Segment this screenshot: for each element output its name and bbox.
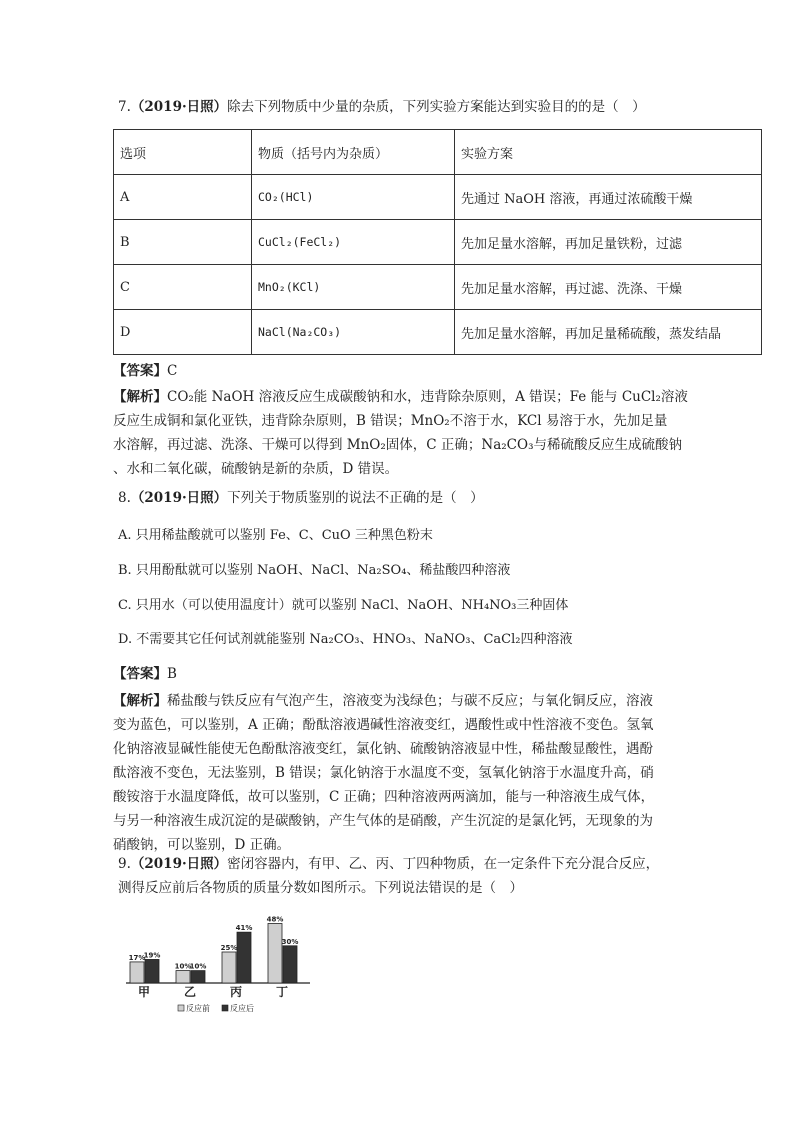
table-cell-substance: NaCl(Na₂CO₃) — [252, 310, 455, 355]
legend-label: 反应前 — [186, 1004, 210, 1013]
analysis-line: 与另一种溶液生成沉淀的是碳酸钠，产生气体的是硝酸，产生沉淀的是氯化钙，无现象的为 — [113, 813, 653, 829]
q7-analysis — [113, 385, 688, 481]
bar-after — [237, 932, 251, 983]
table-cell-option: B — [114, 220, 252, 265]
q8-option-d: D. 不需要其它任何试剂就能鉴别 Na₂CO₃、HNO₃、NaNO₃、CaCl₂四种溶液 — [118, 632, 573, 647]
table-row — [114, 265, 762, 310]
data-label: 19% — [143, 951, 161, 960]
table-cell-option: C — [114, 265, 252, 310]
q7-answer — [113, 359, 177, 379]
table-cell-method: 先加足量水溶解，再过滤、洗涤、干燥 — [455, 265, 762, 310]
q9-stem — [118, 852, 688, 900]
bar-before — [130, 962, 144, 983]
data-label: 10% — [189, 962, 207, 971]
category-label: 乙 — [183, 985, 197, 999]
analysis-line: 水溶解，再过滤、洗涤、干燥可以得到 MnO₂固体，C 正确；Na₂CO₃与稀硫酸反应生成硫酸钠 — [113, 437, 682, 453]
q8-option-b: B. 只用酚酞就可以鉴别 NaOH、NaCl、Na₂SO₄、稀盐酸四种溶液 — [118, 563, 511, 578]
q9-line: 测得反应前后各物质的质量分数如图所示。下列说法错误的是（ ） — [118, 880, 523, 896]
data-label: 30% — [281, 937, 299, 946]
analysis-line: 硝酸钠，可以鉴别，D 正确。 — [113, 837, 291, 853]
q9-line — [118, 852, 688, 876]
table-row — [114, 220, 762, 265]
table-row — [114, 310, 762, 355]
table-header-row — [114, 130, 762, 175]
legend-swatch — [222, 1005, 228, 1011]
legend-label: 反应后 — [230, 1004, 254, 1013]
analysis-text: 稀盐酸与铁反应有气泡产生，溶液变为浅绿色；与碳不反应；与氧化铜反应，溶液 — [167, 693, 653, 709]
answer-label: 【答案】 — [113, 666, 167, 682]
q8-number: 8. — [118, 490, 131, 506]
q7-source: （2019·日照） — [130, 99, 228, 115]
q8-source: （2019·日照） — [130, 490, 228, 506]
table-cell-option: A — [114, 175, 252, 220]
table-cell-method: 先通过 NaOH 溶液，再通过浓硫酸干燥 — [455, 175, 762, 220]
q8-stem — [118, 490, 484, 506]
q9-source: （2019·日照） — [130, 856, 228, 872]
q8-text: 下列关于物质鉴别的说法不正确的是（ ） — [227, 490, 484, 506]
table-cell-substance: CO₂(HCl) — [252, 175, 455, 220]
analysis-label: 【解析】 — [113, 389, 167, 405]
table-row — [114, 175, 762, 220]
q9-number: 9. — [118, 856, 131, 872]
answer-value: B — [167, 666, 177, 682]
analysis-line — [113, 385, 688, 409]
q8-answer — [113, 662, 177, 682]
table-header-cell: 物质（括号内为杂质） — [252, 130, 455, 175]
analysis-text: CO₂能 NaOH 溶液反应生成碳酸钠和水，违背除杂原则，A 错误；Fe 能与 CuCl₂溶液 — [167, 389, 688, 405]
analysis-line — [113, 689, 683, 713]
bar-after — [283, 946, 297, 983]
data-label: 17% — [128, 953, 146, 962]
data-label: 10% — [174, 962, 192, 971]
q7-text: 除去下列物质中少量的杂质，下列实验方案能达到实验目的的是（ ） — [227, 99, 646, 115]
answer-label: 【答案】 — [113, 363, 167, 379]
bar-after — [191, 971, 205, 983]
analysis-line: 酞溶液不变色，无法鉴别，B 错误；氯化钠溶于水温度不变，氢氧化钠溶于水温度升高，硝 — [113, 765, 654, 781]
data-label: 41% — [235, 924, 253, 933]
table-cell-option: D — [114, 310, 252, 355]
q8-option-a: A. 只用稀盐酸就可以鉴别 Fe、C、CuO 三种黑色粉末 — [118, 528, 433, 543]
mass-fraction-bar-chart — [118, 905, 318, 1020]
table-cell-substance: MnO₂(KCl) — [252, 265, 455, 310]
analysis-line: 变为蓝色，可以鉴别，A 正确；酚酞溶液遇碱性溶液变红，遇酸性或中性溶液不变色。氢氧 — [113, 717, 654, 733]
q7-options-table — [113, 129, 762, 355]
bar-before — [176, 971, 190, 983]
analysis-line: 、水和二氧化碳，硫酸钠是新的杂质，D 错误。 — [113, 461, 399, 477]
q9-text: 密闭容器内，有甲、乙、丙、丁四种物质，在一定条件下充分混合反应， — [227, 856, 660, 872]
data-label: 25% — [220, 944, 238, 952]
analysis-line: 化钠溶液显碱性能使无色酚酞溶液变红，氯化钠、硫酸钠溶液显中性，稀盐酸显酸性，遇酚 — [113, 741, 653, 757]
category-label: 甲 — [137, 985, 151, 999]
category-label: 丙 — [229, 985, 243, 999]
analysis-label: 【解析】 — [113, 693, 167, 709]
q8-analysis — [113, 689, 683, 857]
q7-number: 7. — [118, 99, 131, 115]
table-header-cell: 选项 — [114, 130, 252, 175]
table-cell-substance: CuCl₂(FeCl₂) — [252, 220, 455, 265]
q7-stem — [118, 99, 646, 115]
analysis-line: 酸铵溶于水温度降低，故可以鉴别，C 正确；四种溶液两两滴加，能与一种溶液生成气体， — [113, 789, 655, 805]
bar-before — [222, 952, 236, 983]
q8-option-c: C. 只用水（可以使用温度计）就可以鉴别 NaCl、NaOH、NH₄NO₃三种固体 — [118, 598, 569, 613]
bar-after — [145, 959, 159, 983]
table-header-cell: 实验方案 — [455, 130, 762, 175]
data-label: 48% — [266, 915, 284, 924]
legend-swatch — [178, 1005, 184, 1011]
answer-value: C — [167, 363, 178, 379]
category-label: 丁 — [275, 985, 289, 999]
table-cell-method: 先加足量水溶解，再加足量稀硫酸，蒸发结晶 — [455, 310, 762, 355]
analysis-line: 反应生成铜和氯化亚铁，违背除杂原则，B 错误；MnO₂不溶于水，KCl 易溶于水，先加足量 — [113, 413, 668, 429]
table-cell-method: 先加足量水溶解，再加足量铁粉，过滤 — [455, 220, 762, 265]
bar-before — [268, 923, 282, 983]
